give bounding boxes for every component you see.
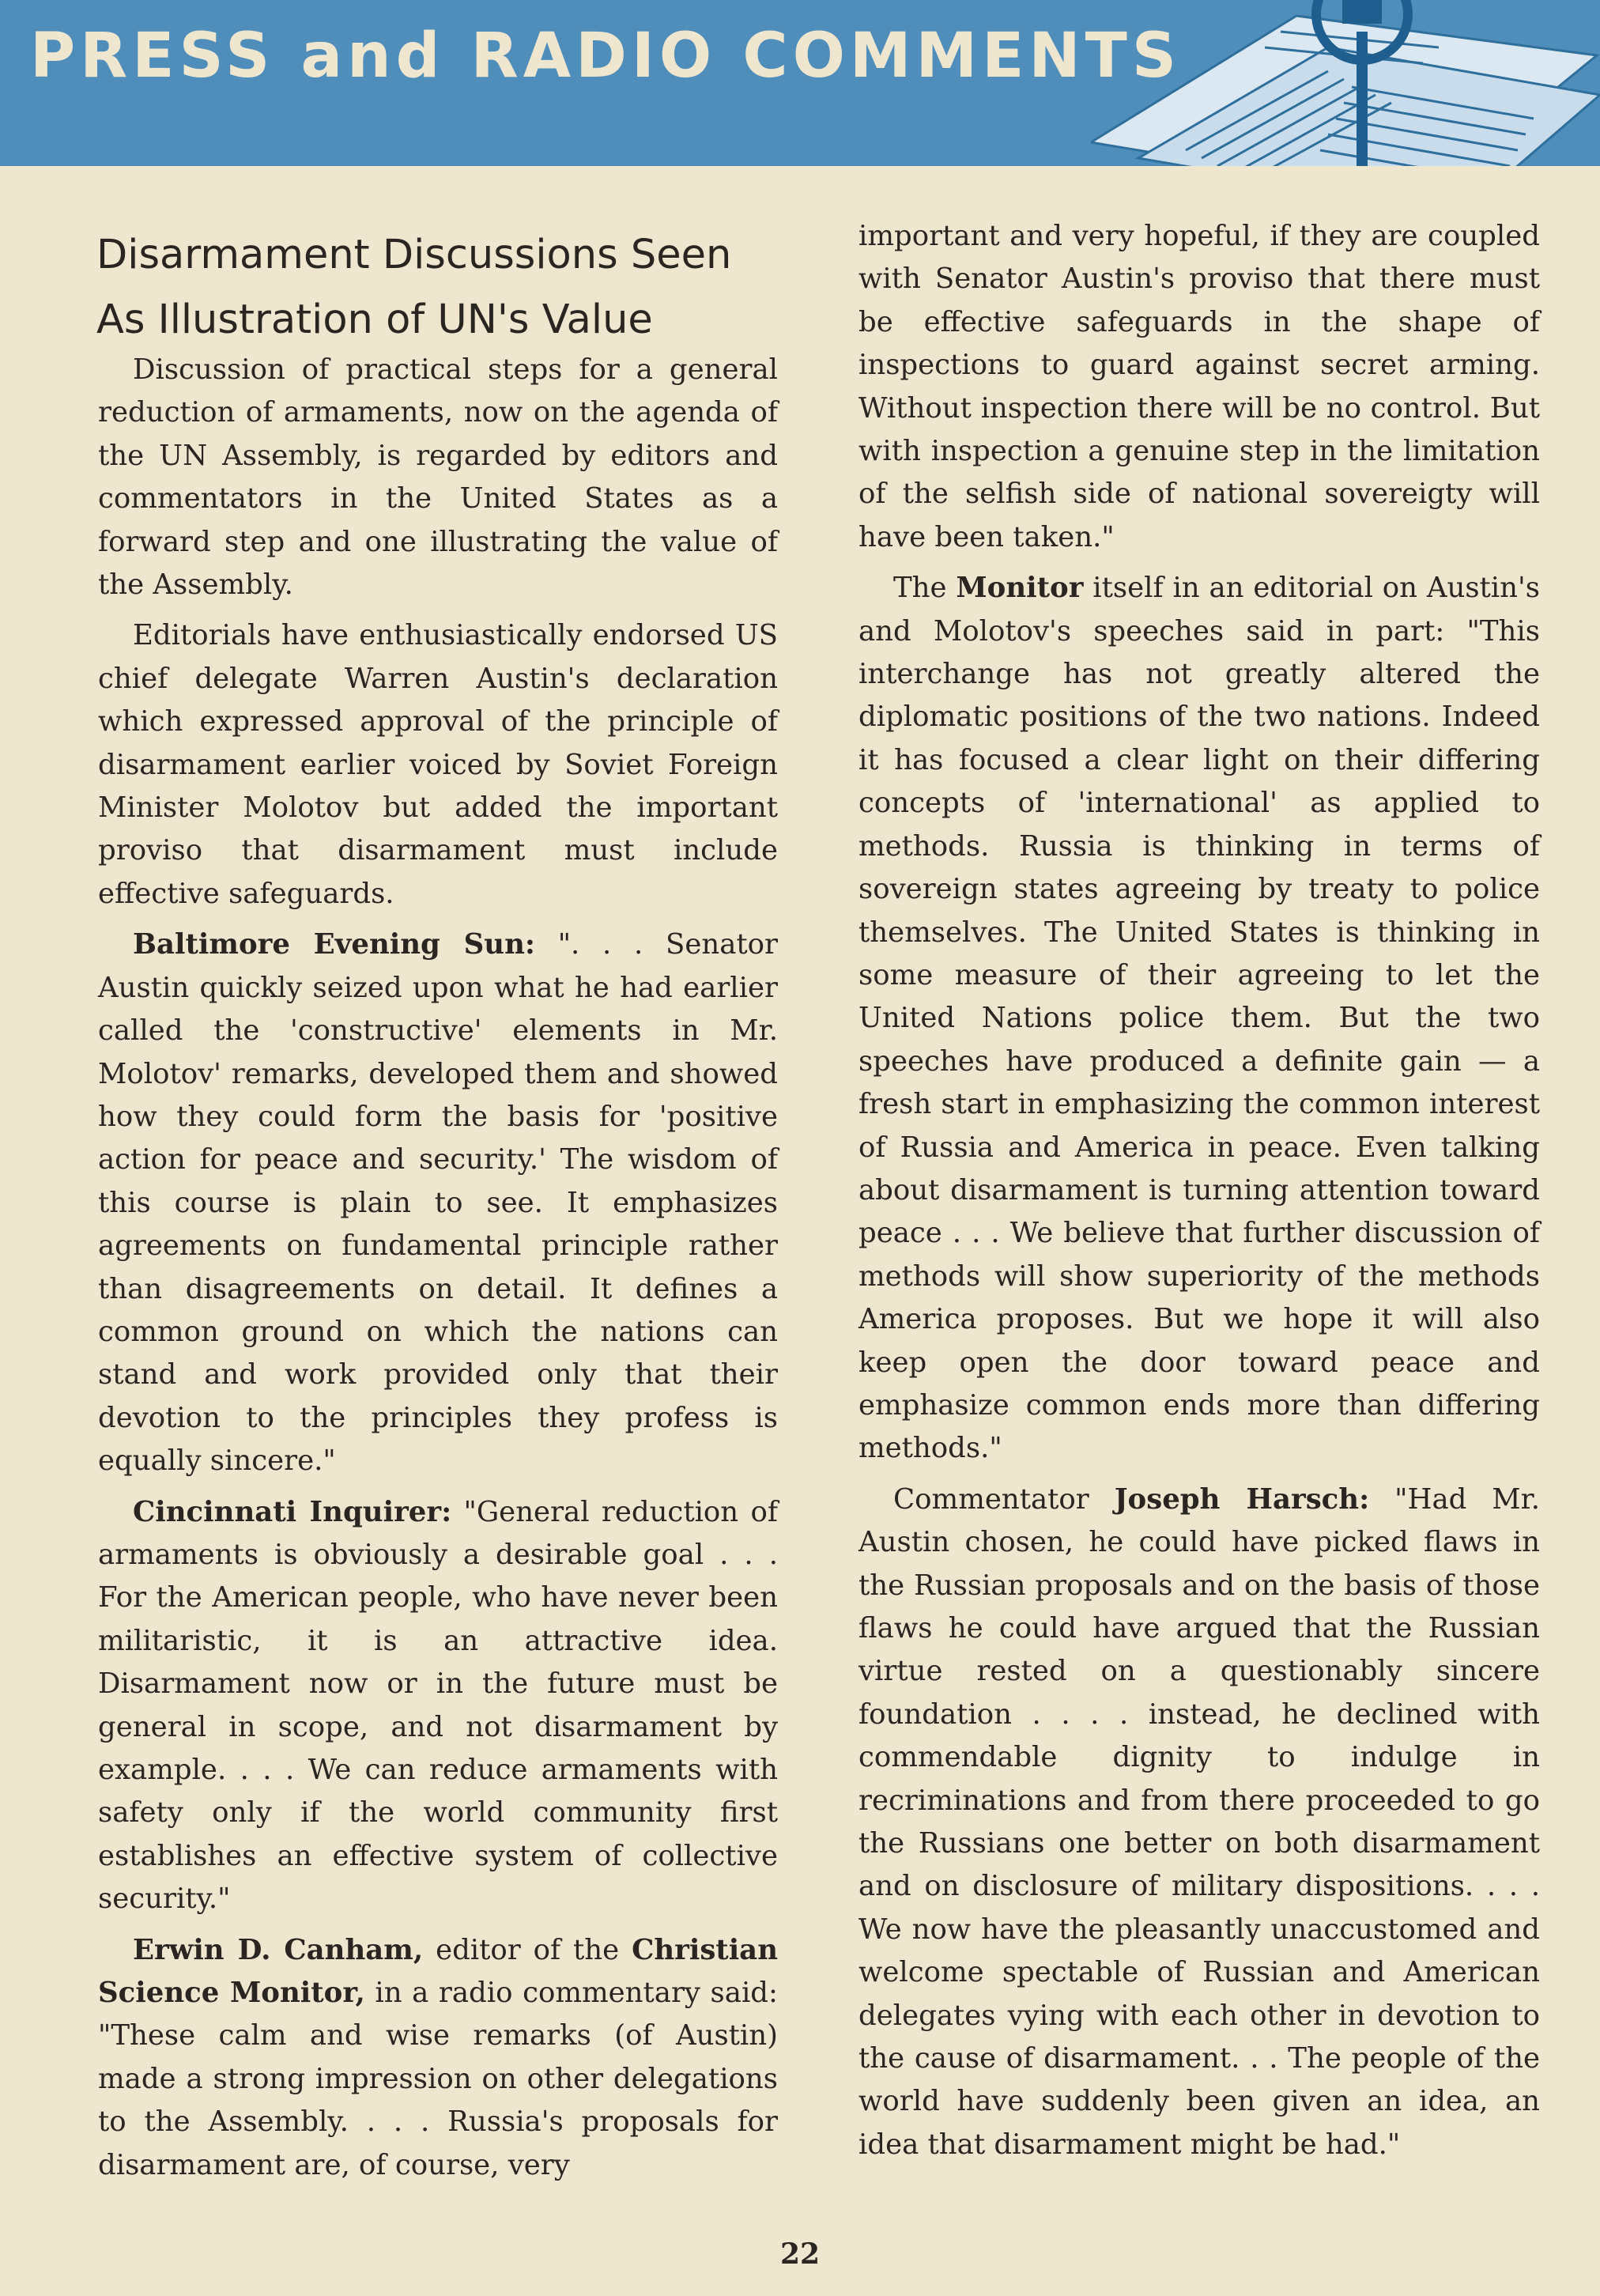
page-number: 22 [779,2237,821,2271]
header-banner [0,0,1600,166]
harsch-quote [858,1478,1540,2167]
harsch-source: Joseph Harsch: [1114,1482,1370,1516]
newspaper-icon [1091,16,1600,166]
right-column [858,215,1540,2174]
canham-quote-continued: important and very hopeful, if they are coupled with Senator Austin's proviso that there must be effective safeguards in the shape of inspections to guard against secret arming. Without inspection there will be no control. But with inspection a genuine step in the limitation of the selfish side of national sovereigty will have been taken." [858,220,1540,553]
monitor-text: itself in an editorial on Austin's and Molotov's speeches said in part: "This interchange has not greatly altered the diplomatic positions of the two nations. Indeed it has focused a clear light on their differing concepts of 'international' as applied to methods. Russia is thinking in terms of sovereign states agreeing by treaty to police themselves. The United States is thinking in some measure of their agreeing to let the United Nations police them. But the two speeches have produced a definite gain — a fresh start in emphasizing the common interest of Russia and America in peace. Even talking about disarmament is turning attention toward peace . . . We believe that further discussion of methods will show superiority of the methods America proposes. But we hope it will also keep open the door toward peace and emphasize common ends more than differing methods." [858,572,1540,1465]
cincinnati-quote [98,1491,778,1921]
cincinnati-text: "General reduction of armaments is obviously a desirable goal . . . For the American people, who have never been militaristic, it is an attractive idea. Disarmament now or in the future must be general in scope, and not disarmament by example. . . . We can reduce armaments with safety only if the world community first establishes an effective system of collective security." [98,1495,778,1916]
canham-mid: editor of the [423,1933,632,1966]
canham-name: Erwin D. Canham, [133,1933,424,1966]
harsch-text: "Had Mr. Austin chosen, he could have picked flaws in the Russian proposals and on the basis of those flaws he could have argued that the Russian virtue rested on a questionably sincere foundation . . . . instead, he declined with commendable dignity to indulge in recriminations and from there proceeded to go the Russians one better on both disarmament and on disclosure of military dispositions. . . . We now have the pleasantly unaccustomed and welcome spectable of Russian and American delegates vying with each other in devotion to the cause of disarmament. . . The people of the world have suddenly been given an idea, an idea that disarmament might be had." [858,1482,1541,2161]
monitor-lead: The [893,572,957,605]
cincinnati-source: Cincinnati Inquirer: [133,1495,452,1528]
baltimore-text: ". . . Senator Austin quickly seized upon what he had earlier called the 'constructive' elements in Mr. Molotov' remarks, developed them and showed how they could form the basis for 'positive action for peace and security.' The wisdom of this course is plain to see. It emphasizes agreements on fundamental principle rather than disagreements on detail. It defines a common ground on which the nations can stand and work provided only that their devotion to the principles they profess is equally sincere." [98,928,778,1478]
intro-paragraph: Discussion of practical steps for a general reduction of armaments, now on the agenda of the UN Assembly, is regarded by editors and commentators in the United States as a forward step and one illustrating the value of the Assembly. [98,353,778,602]
canham-text: in a radio commentary said: "These calm and wise remarks (of Austin) made a strong impression on other delegations to the Assembly. . . . Russia's proposals for disarmament are, of course, very [98,1977,778,2181]
left-column [98,349,778,2195]
monitor-editorial [858,567,1540,1471]
editorials-paragraph: Editorials have enthusiastically endorsed US chief delegate Warren Austin's declaration which expressed approval of the principle of disarmament earlier voiced by Soviet Foreign Minister Molotov but added the important proviso that disarmament must include effective safeguards. [98,619,778,910]
section-title: PRESS and RADIO COMMENTS [30,21,1182,92]
baltimore-quote [98,923,778,1482]
monitor-source: Monitor [956,572,1084,605]
monitor-name: Christian Science Monitor, [98,1933,778,2010]
headline-line-2: As Illustration of UN's Value [96,296,653,343]
canham-quote [98,1929,778,2187]
article-headline [96,223,792,353]
baltimore-source: Baltimore Evening Sun: [133,928,536,961]
newspaper-microphone-illustration [1091,0,1600,166]
harsch-lead: Commentator [893,1482,1115,1516]
headline-line-1: Disarmament Discussions Seen [96,232,732,278]
